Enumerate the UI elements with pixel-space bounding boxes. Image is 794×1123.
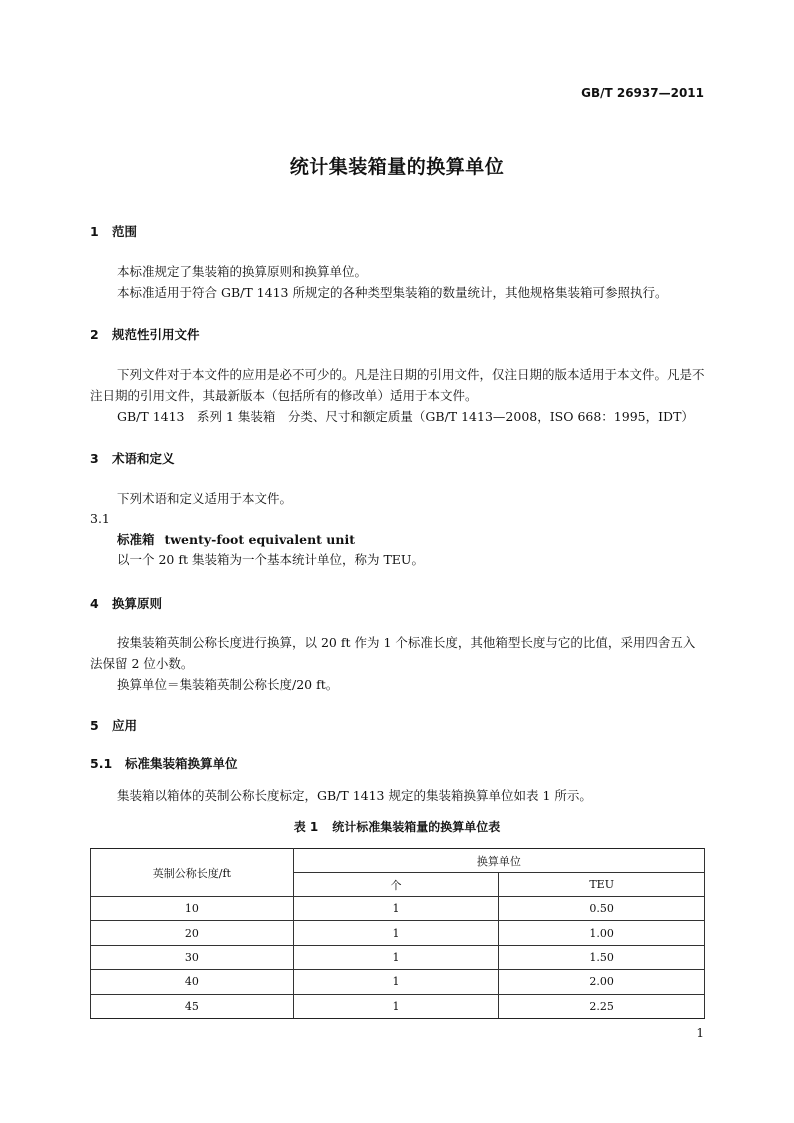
cell-teu: 1.50 [499,945,705,969]
cell-length: 10 [91,897,294,921]
cell-teu: 2.00 [499,970,705,994]
section-number: 5 [90,718,99,733]
cell-teu: 0.50 [499,897,705,921]
document-title: 统计集装箱量的换算单位 [289,156,505,178]
cell-count: 1 [293,970,499,994]
paragraph: 下列文件对于本文件的应用是必不可少的。凡是注日期的引用文件，仅注日期的版本适用于本文件。凡是不注日期的引用文件，其最新版本（包括所有的修改单）适用于本文件。 [90,367,705,403]
header-teu: TEU [499,873,705,897]
cell-teu: 1.00 [499,921,705,945]
paragraph: 本标准规定了集装箱的换算原则和换算单位。 [117,264,368,279]
section-title: 应用 [112,718,138,733]
cell-count: 1 [293,994,499,1018]
table-row [91,921,705,945]
cell-count: 1 [293,921,499,945]
section-number: 3 [90,451,99,466]
cell-count: 1 [293,897,499,921]
cell-length: 40 [91,970,294,994]
table-row [91,897,705,921]
subsection-5-1-heading [90,754,238,772]
section-title: 范围 [112,224,138,239]
paragraph: 集装箱以箱体的英制公称长度标定，GB/T 1413 规定的集装箱换算单位如表 1 所示。 [117,788,592,803]
cell-length: 45 [91,994,294,1018]
term-chinese: 标准箱 [117,532,155,547]
cell-teu: 2.25 [499,994,705,1018]
header-length: 英制公称长度/ft [91,849,294,897]
cell-length: 30 [91,945,294,969]
section-2-heading [90,325,200,343]
term-entry [117,530,355,548]
paragraph: 按集装箱英制公称长度进行换算，以 20 ft 作为 1 个标准长度，其他箱型长度与它的比值，采用四舍五入法保留 2 位小数。 [90,635,696,671]
section-title: 术语和定义 [112,451,175,466]
normative-reference: GB/T 1413 系列 1 集装箱 分类、尺寸和额定质量（GB/T 1413—2008，ISO 668：1995，IDT） [117,409,694,424]
section-number: 4 [90,596,99,611]
formula-paragraph: 换算单位＝集装箱英制公称长度/20 ft。 [117,677,339,692]
table-number: 表 1 [293,820,319,834]
table-row [91,994,705,1018]
section-title: 规范性引用文件 [112,327,200,342]
header-conversion-unit: 换算单位 [293,849,704,873]
table-caption [0,818,794,835]
header-count: 个 [293,873,499,897]
term-english: twenty-foot equivalent unit [164,532,356,547]
cell-count: 1 [293,945,499,969]
cell-length: 20 [91,921,294,945]
table-caption-title: 统计标准集装箱量的换算单位表 [332,820,501,834]
section-number: 1 [90,224,99,239]
subsection-number: 5.1 [90,756,113,771]
section-3-heading [90,449,175,467]
standard-number: GB/T 26937—2011 [581,86,704,100]
section-title: 换算原则 [112,596,163,611]
paragraph: 本标准适用于符合 GB/T 1413 所规定的各种类型集装箱的数量统计，其他规格集装箱可参照执行。 [117,285,668,300]
table-row [91,945,705,969]
paragraph: 下列术语和定义适用于本文件。 [117,491,293,506]
term-number: 3.1 [90,511,110,526]
section-1-heading [90,222,137,240]
section-number: 2 [90,327,99,342]
page-number: 1 [696,1026,704,1040]
conversion-table [90,848,705,1019]
subsection-title: 标准集装箱换算单位 [125,756,238,771]
section-5-heading [90,716,137,734]
term-definition: 以一个 20 ft 集装箱为一个基本统计单位，称为 TEU。 [117,552,424,567]
table-row [91,970,705,994]
section-4-heading [90,594,162,612]
